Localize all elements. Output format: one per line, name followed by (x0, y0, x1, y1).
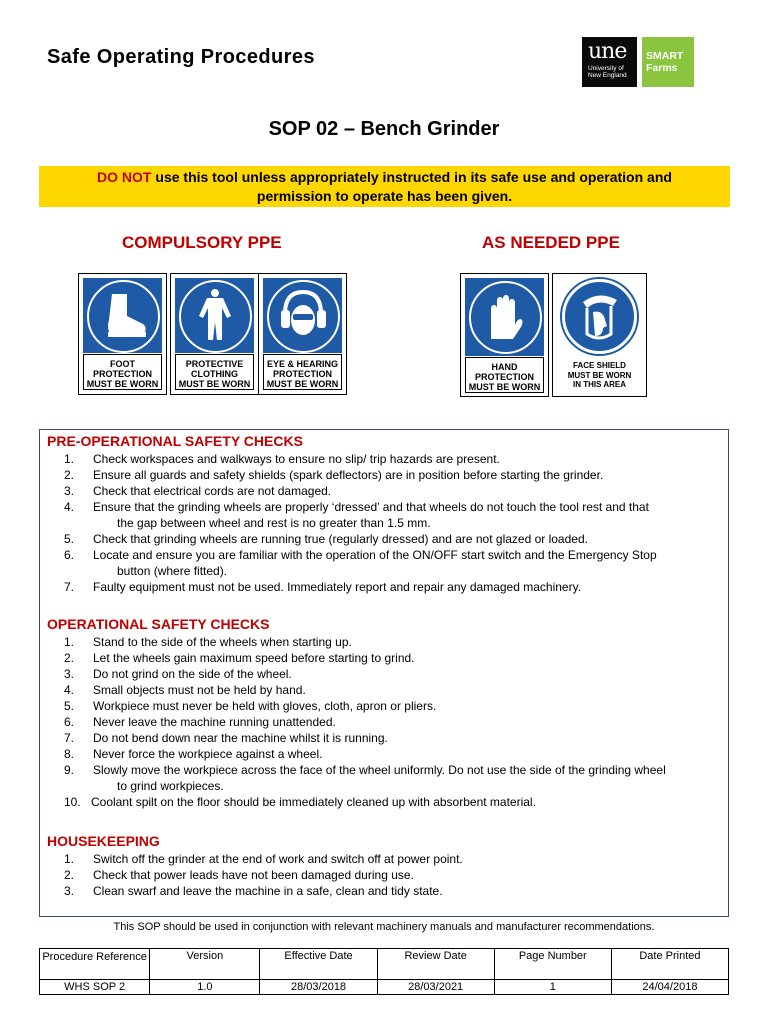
header-cell: Review Date (377, 949, 494, 980)
list-item-number: 7. (64, 580, 75, 594)
list-item-text: Locate and ensure you are familiar with the operation of the ON/OFF start switch and the Emergency Stop (93, 548, 657, 562)
list-item-number: 1. (64, 635, 75, 649)
list-item-number: 9. (64, 763, 75, 777)
list-item-number: 3. (64, 884, 75, 898)
goggles-earmuffs-icon (267, 280, 340, 353)
list-item-text-continued: button (where fitted). (117, 564, 228, 578)
list-item-number: 1. (64, 852, 75, 866)
safety-checks-panel (39, 429, 729, 917)
list-item (64, 794, 536, 810)
gloves-icon (469, 281, 542, 354)
list-item-text: Slowly move the workpiece across the face of the wheel uniformly. Do not use the side of the grinding wheel (93, 763, 666, 777)
compulsory-ppe-heading: COMPULSORY PPE (122, 233, 282, 252)
list-item (64, 547, 657, 578)
list-item-number: 2. (64, 868, 75, 882)
list-item-text: Check that grinding wheels are running true (regularly dressed) and are not glazed or loaded. (93, 532, 588, 546)
value-cell: WHS SOP 2 (40, 980, 150, 995)
list-item-text: Clean swarf and leave the machine in a safe, clean and tidy state. (93, 884, 443, 898)
smart-farms-line2: Farms (646, 62, 678, 74)
pre-operational-heading: PRE-OPERATIONAL SAFETY CHECKS (47, 433, 303, 449)
smart-farms-line1: SMART (646, 50, 684, 62)
list-item-number: 5. (64, 532, 75, 546)
list-item-text: Do not bend down near the machine whilst it is running. (93, 731, 388, 745)
list-item-number: 4. (64, 500, 75, 514)
list-item (64, 451, 500, 467)
list-item-text: Check that electrical cords are not damaged. (93, 484, 332, 498)
warning-line1: use this tool unless appropriately instructed in its safe use and operation and (151, 169, 672, 185)
boot-icon (87, 280, 160, 353)
header-cell: Page Number (494, 949, 611, 980)
list-item-number: 7. (64, 731, 75, 745)
list-item (64, 666, 292, 682)
list-item-number: 4. (64, 683, 75, 697)
list-item-text: Never leave the machine running unattended. (93, 715, 336, 729)
list-item (64, 730, 388, 746)
list-item (64, 746, 323, 762)
operational-heading: OPERATIONAL SAFETY CHECKS (47, 616, 270, 632)
list-item (64, 650, 415, 666)
list-item-text: Ensure all guards and safety shields (spark deflectors) are in position before starting the grinder. (93, 468, 604, 482)
value-cell: 28/03/2021 (377, 980, 494, 995)
list-item (64, 698, 437, 714)
list-item (64, 851, 463, 867)
list-item-number: 5. (64, 699, 75, 713)
list-item-text: Ensure that the grinding wheels are properly ‘dressed’ and that wheels do not touch the tool rest and that (93, 500, 649, 514)
une-logo (582, 37, 637, 87)
list-item (64, 579, 582, 595)
foot-protection-sign (78, 273, 167, 395)
list-item-text: Do not grind on the side of the wheel. (93, 667, 292, 681)
table-header-row (40, 949, 729, 980)
list-item-number: 2. (64, 468, 75, 482)
protective-clothing-sign (170, 273, 259, 395)
list-item-number: 3. (64, 667, 75, 681)
warning-line2: permission to operate has been given. (256, 188, 513, 204)
header-cell: Procedure Reference (40, 949, 150, 980)
list-item (64, 483, 332, 499)
list-item-text: Faulty equipment must not be used. Immediately report and repair any damaged machinery. (93, 580, 582, 594)
sign-label: HAND PROTECTION MUST BE WORN (468, 362, 541, 392)
warning-prefix: DO NOT (97, 169, 152, 185)
list-item (64, 762, 666, 793)
list-item (64, 883, 443, 899)
value-cell: 28/03/2018 (260, 980, 377, 995)
list-item-text: Coolant spilt on the floor should be immediately cleaned up with absorbent material. (91, 795, 536, 809)
list-item-number: 6. (64, 548, 75, 562)
list-item-number: 6. (64, 715, 75, 729)
list-item-text: Small objects must not be held by hand. (93, 683, 306, 697)
footer-note: This SOP should be used in conjunction with relevant machinery manuals and manufacturer recommendations. (113, 921, 655, 933)
value-cell: 1 (494, 980, 611, 995)
list-item-text: Let the wheels gain maximum speed before starting to grind. (93, 651, 415, 665)
list-item-number: 10. (64, 795, 81, 809)
header-cell: Date Printed (611, 949, 728, 980)
list-item-number: 8. (64, 747, 75, 761)
eye-hearing-protection-sign (258, 273, 347, 395)
list-item-text: Never force the workpiece against a wheel. (93, 747, 323, 761)
list-item-number: 3. (64, 484, 75, 498)
list-item-text: Check workspaces and walkways to ensure no slip/ trip hazards are present. (93, 452, 500, 466)
sign-label: FACE SHIELD MUST BE WORN IN THIS AREA (567, 361, 632, 389)
value-cell: 1.0 (150, 980, 260, 995)
list-item (64, 531, 588, 547)
list-item (64, 714, 336, 730)
sign-label: EYE & HEARING PROTECTION MUST BE WORN (266, 359, 339, 389)
overalls-icon (179, 280, 252, 353)
header-cell: Version (150, 949, 260, 980)
warning-banner (39, 166, 730, 207)
sop-title: SOP 02 – Bench Grinder (268, 118, 500, 140)
hand-protection-sign (460, 273, 549, 397)
list-item-text: Check that power leads have not been damaged during use. (93, 868, 414, 882)
table-row (40, 980, 729, 995)
list-item-text: Stand to the side of the wheels when starting up. (93, 635, 352, 649)
face-shield-icon (563, 280, 636, 353)
list-item-text-continued: to grind workpieces. (117, 779, 224, 793)
list-item (64, 682, 306, 698)
value-cell: 24/04/2018 (611, 980, 728, 995)
list-item-number: 1. (64, 452, 75, 466)
face-shield-sign (552, 273, 647, 397)
list-item-text: Switch off the grinder at the end of work and switch off at power point. (93, 852, 463, 866)
smart-farms-logo (642, 37, 694, 87)
header-cell: Effective Date (260, 949, 377, 980)
sign-label: PROTECTIVE CLOTHING MUST BE WORN (178, 359, 251, 389)
list-item (64, 467, 604, 483)
list-item (64, 634, 352, 650)
list-item-text-continued: the gap between wheel and rest is no greater than 1.5 mm. (117, 516, 431, 530)
housekeeping-heading: HOUSEKEEPING (47, 833, 160, 849)
list-item (64, 499, 649, 530)
sign-label: FOOT PROTECTION MUST BE WORN (86, 359, 159, 389)
document-control-table (39, 948, 729, 995)
list-item-text: Workpiece must never be held with gloves, cloth, apron or pliers. (93, 699, 437, 713)
list-item-number: 2. (64, 651, 75, 665)
document-heading: Safe Operating Procedures (47, 46, 315, 68)
as-needed-ppe-heading: AS NEEDED PPE (482, 233, 620, 252)
une-logo-subtitle: University of New England (588, 65, 627, 79)
une-logo-mark: une (588, 39, 627, 64)
list-item (64, 867, 414, 883)
